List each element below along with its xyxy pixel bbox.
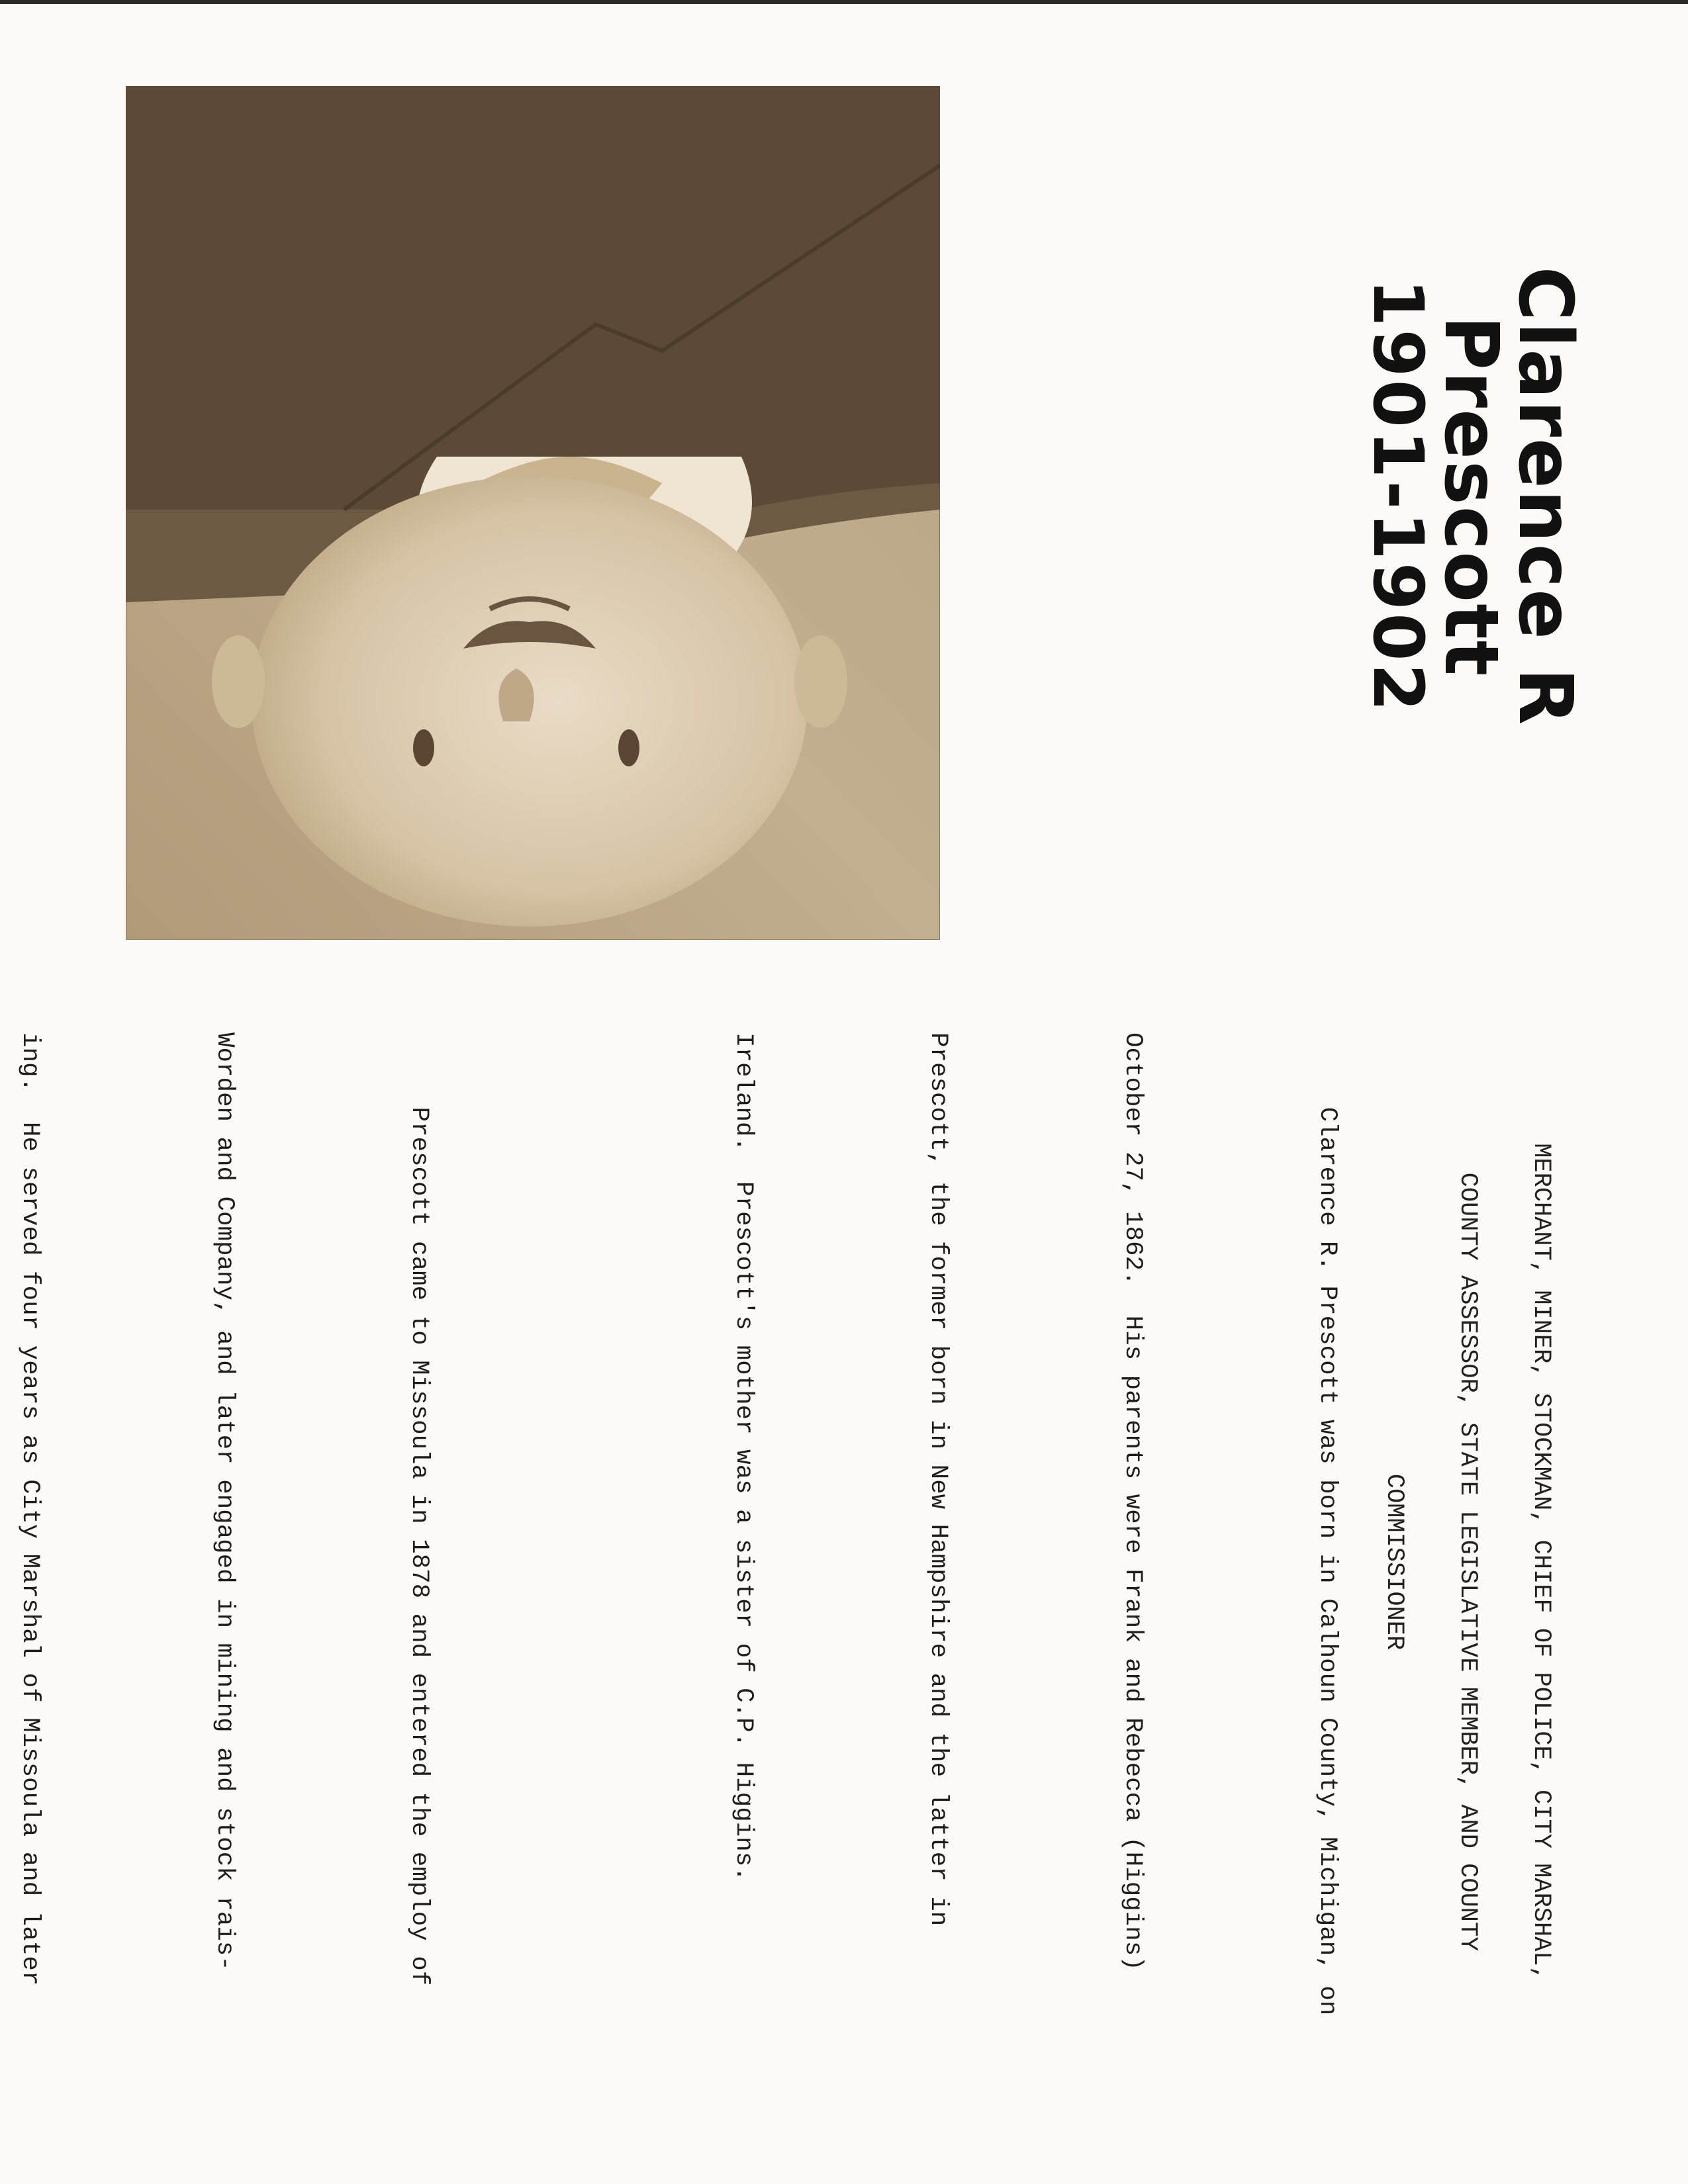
paragraph-2 (0, 1032, 581, 2158)
term-years: 1901-1902 (1358, 278, 1438, 715)
subtitle-line: MERCHANT, MINER, STOCKMAN, CHIEF OF POLICE, CITY MARSHAL, (1527, 1143, 1555, 1981)
text-line: October 27, 1862. His parents were Frank and Rebecca (Higgins) (1119, 1032, 1147, 1971)
text-line: Worden and Company, and later engaged in mining and stock rais- (211, 1032, 238, 1971)
text-line: Prescott came to Missoula in 1878 and entered the employ of (405, 1032, 433, 1986)
text-line: Clarence R. Prescott was born in Calhoun County, Michigan, on (1313, 1032, 1341, 2016)
page-title: Clarence R Prescott (1428, 266, 1588, 727)
subtitle-line: COUNTY ASSESSOR, STATE LEGISLATIVE MEMBER, AND COUNTY (1454, 1172, 1481, 1952)
paragraph-1 (581, 1032, 1489, 2158)
title-block (1358, 99, 1588, 893)
biography-text (0, 1032, 1489, 2158)
text-line: ing. He served four years as City Marshal of Missoula and later (16, 1032, 44, 1986)
portrait-photo (126, 86, 940, 940)
subtitle-line: COMMISSIONER (1380, 1473, 1408, 1651)
text-line: Ireland. Prescott's mother was a sister of C.P. Higgins. (729, 1032, 757, 1882)
text-line: Prescott, the former born in New Hampshire and the latter in (924, 1032, 952, 1927)
